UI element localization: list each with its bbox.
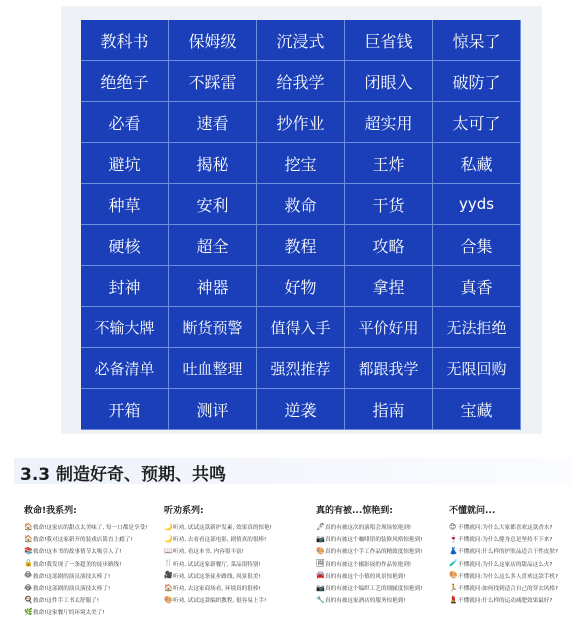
example-text: 真的有被这次的演唱会现场惊艳到!	[325, 525, 412, 532]
example-line	[164, 582, 304, 594]
emoji-icon: 💄	[449, 595, 458, 604]
example-line	[449, 582, 586, 594]
grid-cell: 宝藏	[433, 389, 521, 430]
grid-cell: 救命	[257, 184, 345, 225]
example-column	[316, 503, 456, 606]
example-line	[164, 594, 304, 606]
example-line	[24, 558, 164, 570]
example-text: 救命!这家店的甜点太美味了, 每一口都是享受!	[33, 525, 148, 532]
example-text: 不懂就问:为什么健身总是坚持不下来?	[458, 537, 553, 544]
grid-cell: 平价好用	[345, 307, 433, 348]
grid-cell: 断货预警	[169, 307, 257, 348]
example-text: 救命!我对这家新开的装戏店简直上瘾了!	[33, 537, 133, 544]
grid-cell: 拿捏	[345, 266, 433, 307]
emoji-icon: 🚘	[316, 571, 325, 580]
example-line	[164, 533, 304, 545]
emoji-icon: 🏠	[164, 583, 173, 592]
grid-cell: 开箱	[81, 389, 169, 430]
emoji-icon: 📷	[316, 534, 325, 543]
example-line	[24, 570, 164, 582]
example-line	[449, 570, 586, 582]
example-line	[164, 521, 304, 533]
grid-cell: 吐血整理	[169, 348, 257, 389]
grid-cell: 教程	[257, 225, 345, 266]
grid-cell: 教科书	[81, 20, 169, 61]
emoji-icon: 🌿	[24, 607, 33, 616]
example-line	[24, 545, 164, 557]
grid-cell: 太可了	[433, 102, 521, 143]
example-column	[164, 503, 304, 606]
example-text: 真的有被这个手工作品的精致度惊艳到!	[325, 549, 423, 556]
column-title: 不懂就问...	[449, 506, 496, 516]
grid-cell: 挖宝	[257, 143, 345, 184]
grid-cell: 无限回购	[433, 348, 521, 389]
grid-cell: 指南	[345, 389, 433, 430]
emoji-icon: 😂	[24, 571, 33, 580]
example-line	[449, 521, 586, 533]
emoji-icon: 🏠	[24, 522, 33, 531]
example-text: 救命!我发现了一条超美的徒步路线!	[33, 561, 122, 568]
emoji-icon: 📖	[164, 546, 173, 555]
example-line	[24, 582, 164, 594]
example-line	[316, 521, 456, 533]
grid-cell: 破防了	[433, 61, 521, 102]
example-text: 不懂就问:为什么大家都喜欢这款香水?	[458, 525, 553, 532]
example-line	[316, 533, 456, 545]
emoji-icon: 🎨	[164, 595, 173, 604]
grid-cell: 不输大牌	[81, 307, 169, 348]
example-line	[316, 545, 456, 557]
grid-cell: 惊呆了	[433, 20, 521, 61]
emoji-icon: 👗	[449, 546, 458, 555]
example-line	[316, 594, 456, 606]
example-line	[449, 594, 586, 606]
emoji-icon: 🍳	[24, 595, 33, 604]
example-text: 听劝, 试试这家新餐厅, 菜品很特别!	[173, 561, 261, 568]
example-text: 听劝, 去这家商场看, 环境真的很棒!	[173, 586, 261, 593]
grid-cell: 好物	[257, 266, 345, 307]
grid-cell: 超全	[169, 225, 257, 266]
example-column	[449, 503, 586, 606]
example-text: 真的有被这个编织工艺的细腻度惊艳到!	[325, 586, 423, 593]
example-line	[24, 533, 164, 545]
example-text: 救命!这部剧的演员演技太棒了!	[33, 586, 111, 593]
example-text: 救命!这件手工书太舒服了!	[33, 598, 100, 605]
emoji-icon: 📚	[24, 546, 33, 555]
example-text: 听劝, 试试这款编织教程, 很容易上手!	[173, 598, 267, 605]
emoji-icon: 🎨	[316, 546, 325, 555]
example-text: 真的有被这个咖啡馆的装修风格惊艳到!	[325, 537, 423, 544]
grid-cell: 逆袭	[257, 389, 345, 430]
grid-cell: yyds	[433, 184, 521, 225]
grid-cell: 避坑	[81, 143, 169, 184]
example-text: 真的有被这个小镇的风景惊艳到!	[325, 573, 406, 580]
grid-cell: 测评	[169, 389, 257, 430]
grid-cell: 私藏	[433, 143, 521, 184]
grid-cell: 必看	[81, 102, 169, 143]
grid-cell: 干货	[345, 184, 433, 225]
emoji-icon: 🔒	[24, 559, 33, 568]
example-line	[316, 558, 456, 570]
emoji-icon: 🍴	[164, 559, 173, 568]
grid-cell: 值得入手	[257, 307, 345, 348]
grid-cell: 都跟我学	[345, 348, 433, 389]
grid-cell: 必备清单	[81, 348, 169, 389]
example-line	[449, 533, 586, 545]
example-line	[316, 582, 456, 594]
grid-cell: 王炸	[345, 143, 433, 184]
example-line	[24, 594, 164, 606]
emoji-icon: 🎥	[164, 571, 173, 580]
example-line	[164, 558, 304, 570]
emoji-icon: 🌙	[164, 522, 173, 531]
example-line	[316, 570, 456, 582]
example-line	[164, 570, 304, 582]
grid-cell: 不踩雷	[169, 61, 257, 102]
emoji-icon: 🔧	[316, 595, 325, 604]
emoji-icon: 🏃	[449, 583, 458, 592]
column-title: 听劝系列:	[164, 506, 204, 516]
example-text: 不懂就问:什么样的护肤品适合干性皮肤?	[458, 549, 558, 556]
section-heading: 3.3 制造好奇、预期、共鸣	[20, 465, 227, 485]
grid-cell: 合集	[433, 225, 521, 266]
grid-cell: 绝绝子	[81, 61, 169, 102]
grid-cell: 保姆级	[169, 20, 257, 61]
grid-cell: 安利	[169, 184, 257, 225]
emoji-icon: 😂	[24, 583, 33, 592]
grid-cell: 种草	[81, 184, 169, 225]
example-text: 不懂就问:什么样的运动减肥效果最好?	[458, 598, 553, 605]
grid-cell: 揭秘	[169, 143, 257, 184]
emoji-icon: 🎨	[449, 571, 458, 580]
example-line	[164, 545, 304, 557]
example-text: 真的有被这个摄影展的作品惊艳到!	[325, 561, 412, 568]
example-text: 不懂就问:为什么这么多人喜欢这款手机?	[458, 573, 558, 580]
emoji-icon: 🏠	[24, 534, 33, 543]
grid-cell: 强烈推荐	[257, 348, 345, 389]
column-title: 真的有被...惊艳到:	[316, 506, 393, 516]
grid-cell: 封神	[81, 266, 169, 307]
example-text: 听劝, 试试这款新护发素, 效果真的惊艳!	[173, 525, 272, 532]
example-line	[24, 606, 164, 618]
emoji-icon: 🍷	[449, 534, 458, 543]
example-text: 救命!这本书的故事情节太吸引人了!	[33, 549, 122, 556]
grid-cell: 速看	[169, 102, 257, 143]
grid-cell: 巨省钱	[345, 20, 433, 61]
grid-cell: 真香	[433, 266, 521, 307]
emoji-icon: 🧪	[449, 559, 458, 568]
example-text: 听劝, 去看看这部电影, 剧情真的很棒!	[173, 537, 267, 544]
grid-cell: 抄作业	[257, 102, 345, 143]
example-line	[449, 545, 586, 557]
grid-cell: 闭眼入	[345, 61, 433, 102]
example-text: 不懂就问:如何找到适合自己的穿衣风格?	[458, 586, 558, 593]
emoji-icon: 🖊	[316, 522, 325, 531]
grid-cell: 沉浸式	[257, 20, 345, 61]
example-line	[24, 521, 164, 533]
example-text: 救命!这部剧的演员演技太棒了!	[33, 573, 111, 580]
emoji-icon: 📷	[316, 583, 325, 592]
example-text: 救命!这家餐厅的环境太美了!	[33, 610, 105, 617]
grid-cell: 硬核	[81, 225, 169, 266]
grid-cell: 神器	[169, 266, 257, 307]
grid-cell: 无法拒绝	[433, 307, 521, 348]
grid-cell: 攻略	[345, 225, 433, 266]
grid-cell: 给我学	[257, 61, 345, 102]
word-grid-figure	[61, 6, 542, 434]
example-text: 听劝, 试试这条徒步路线, 风景很美!	[173, 573, 261, 580]
buzzword-table	[81, 20, 521, 430]
example-text: 听劝, 看这本书, 内容很丰富!	[173, 549, 244, 556]
emoji-icon: 🌙	[164, 534, 173, 543]
column-title: 救命!我系列:	[24, 506, 77, 516]
example-text: 不懂就问:为什么这家店的甜品这么火?	[458, 561, 553, 568]
example-column	[24, 503, 164, 619]
example-line	[449, 558, 586, 570]
grid-cell: 超实用	[345, 102, 433, 143]
emoji-icon: 😊	[449, 522, 457, 531]
example-text: 真的有被这家酒店的服务惊艳到!	[325, 598, 406, 605]
emoji-icon: 🖼	[316, 559, 325, 568]
